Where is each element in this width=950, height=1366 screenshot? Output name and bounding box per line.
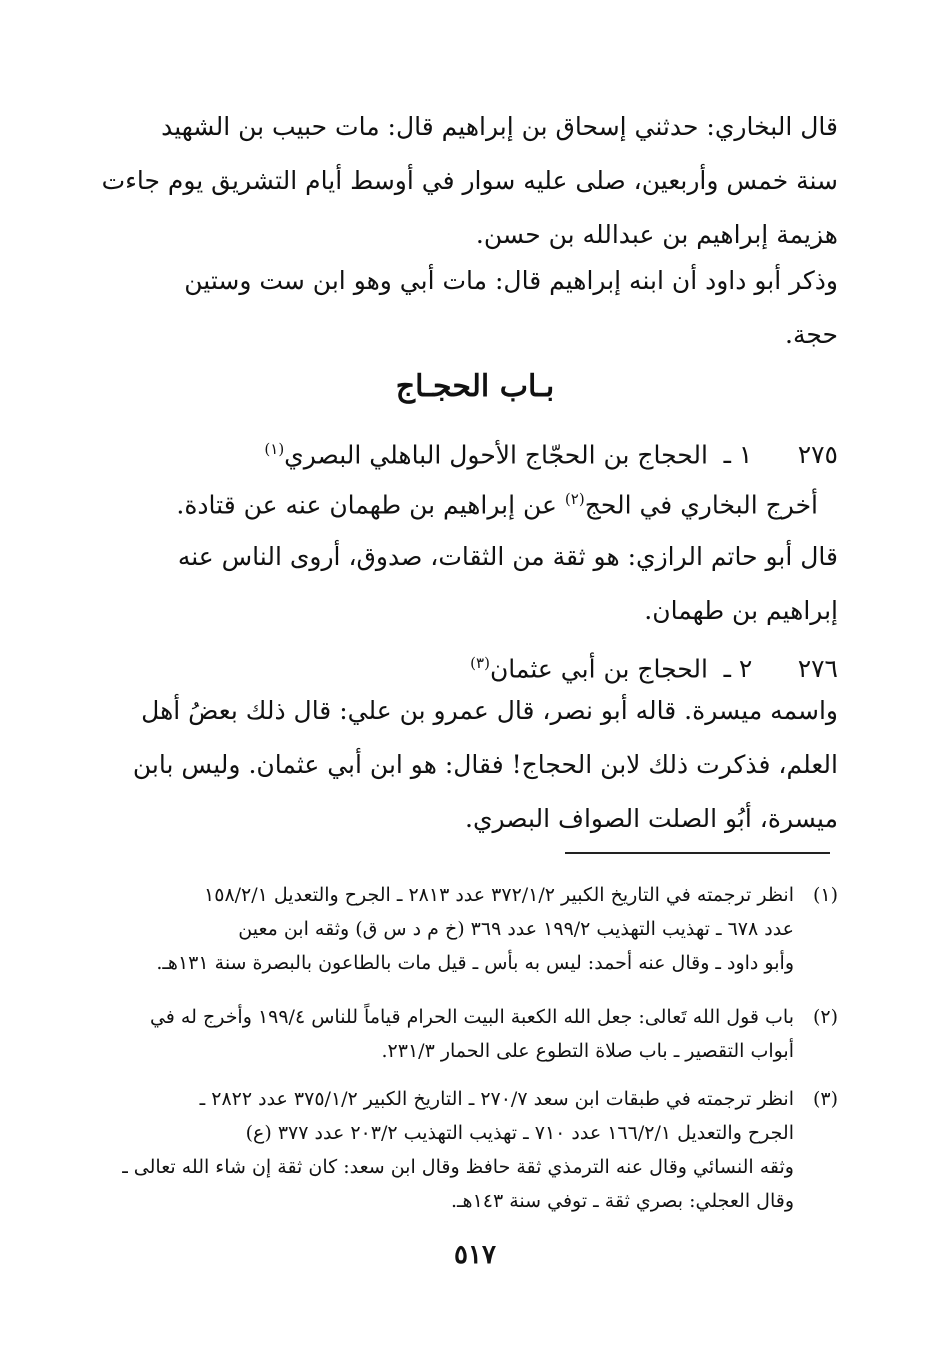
- entry-sub-number: ٢ ـ: [723, 654, 753, 684]
- page-number: ٥١٧: [454, 1240, 496, 1270]
- footnote-2: [138, 1000, 838, 1068]
- text-line: إبراهيم بن طهمان.: [644, 596, 838, 625]
- footnote-number: (٢): [812, 1006, 838, 1028]
- footnote-line: انظر ترجمته في طبقات ابن سعد ٢٧٠/٧ ـ التاريخ الكبير ٣٧٥/١/٢ عدد ٢٨٢٢ ـ: [199, 1088, 794, 1110]
- entry-number: ٢٧٥: [797, 440, 838, 470]
- footnote-line: انظر ترجمته في التاريخ الكبير ٣٧٢/١/٢ عدد ٢٨١٣ ـ الجرح والتعديل ١٥٨/٢/١: [204, 884, 794, 906]
- paragraph-bukhari-report: [101, 100, 838, 262]
- entry-name: الحجاج بن أبي عثمان: [489, 654, 708, 684]
- footnote-marker: (٢): [564, 490, 585, 508]
- text-line: واسمه ميسرة. قاله أبو نصر، قال عمرو بن علي: قال ذلك بعضُ أهل: [141, 696, 838, 725]
- footnote-3: [122, 1082, 838, 1218]
- text-line: العلم، فذكرت ذلك لابن الحجاج! فقال: هو ابن أبي عثمان. وليس بابن: [132, 750, 838, 779]
- text-line: حجة.: [785, 320, 838, 349]
- footnote-line: باب قول الله تَعالى: جعل الله الكعبة البيت الحرام قياماً للناس ١٩٩/٤ وأخرج له في: [149, 1006, 794, 1028]
- entry-275-source: [98, 472, 818, 532]
- footnote-line: وثقه النسائي وقال عنه الترمذي ثقة حافظ وقال ابن سعد: كان ثقة إن شاء الله تعالى ـ: [122, 1156, 794, 1178]
- footnote-marker: (٣): [470, 654, 490, 672]
- footnote-line: وقال العجلي: بصري ثقة ـ توفي سنة ١٤٣هـ.: [450, 1190, 794, 1212]
- entry-name: الحجاج بن الحجّاج الأحول الباهلي البصري: [284, 440, 708, 470]
- footnote-number: (٣): [812, 1088, 838, 1110]
- text-line: قال البخاري: حدثني إسحاق بن إبراهيم قال: مات حبيب بن الشهيد: [161, 112, 838, 141]
- chapter-heading: بـاب الحجـاج: [395, 369, 555, 404]
- paragraph-abu-dawud-report: [138, 254, 838, 362]
- source-text: عن إبراهيم بن طهمان عنه عن قتادة.: [176, 490, 565, 520]
- source-text: أخرج البخاري في الحج: [584, 490, 818, 520]
- text-line: قال أبو حاتم الرازي: هو ثقة من الثقات، صدوق، أروى الناس عنه: [177, 542, 838, 571]
- text-line: سنة خمس وأربعين، صلى عليه سوار في أوسط أيام التشريق يوم جاءت: [101, 166, 838, 195]
- footnote-marker: (١): [264, 440, 285, 458]
- text-line: هزيمة إبراهيم بن عبدالله بن حسن.: [475, 220, 838, 249]
- text-line: وذكر أبو داود أن ابنه إبراهيم قال: مات أبي وهو ابن ست وستين: [184, 266, 838, 295]
- footnote-1: [138, 878, 838, 980]
- footnote-line: الجرح والتعديل ١٦٦/٢/١ عدد ٧١٠ ـ تهذيب التهذيب ٢٠٣/٢ عدد ٣٧٧ (ع): [245, 1122, 794, 1144]
- footnote-line: عدد ٦٧٨ ـ تهذيب التهذيب ١٩٩/٢ عدد ٣٦٩ (خ م د س ق) وثقه ابن معين: [238, 918, 794, 940]
- footnote-line: وأبو داود ـ وقال عنه أحمد: ليس به بأس ـ قيل مات بالطاعون بالبصرة سنة ١٣١هـ.: [156, 952, 794, 974]
- entry-number: ٢٧٦: [797, 654, 838, 684]
- footnote-line: أبواب التقصير ـ باب صلاة التطوع على الحمار ٢٣١/٣.: [381, 1040, 794, 1062]
- text-line: ميسرة، أبُو الصلت الصواف البصري.: [465, 804, 838, 833]
- paragraph-maysara: [132, 684, 838, 846]
- entry-sub-number: ١ ـ: [723, 440, 753, 470]
- footnote-number: (١): [812, 884, 838, 906]
- footnote-separator: [565, 852, 830, 854]
- paragraph-abu-hatim: [138, 530, 838, 638]
